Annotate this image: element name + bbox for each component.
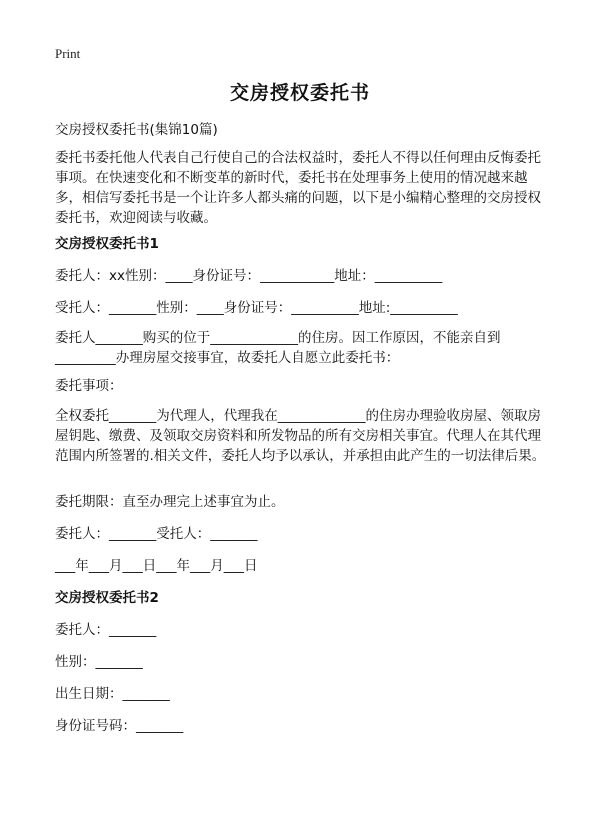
document-subtitle: 交房授权委托书(集锦10篇) bbox=[55, 122, 218, 138]
principal-field: 委托人：_______ bbox=[55, 622, 157, 638]
principal-info-line: 委托人：xx性别：____身份证号：___________地址：__________ bbox=[55, 268, 443, 284]
authorization-paragraph: 全权委托_______为代理人，代理我在_____________的住房办理验收房屋、领取房屋钥匙、缴费、及领取交房资料和所发物品的所有交房相关事宜。代理人在其代理范围内所签署的.相关文件，委托人均予以承认，并承担由此产生的一切法律后果。 bbox=[55, 408, 546, 464]
document-title: 交房授权委托书 bbox=[229, 82, 370, 104]
birthdate-field: 出生日期：_______ bbox=[55, 686, 170, 702]
id-number-field: 身份证号码：_______ bbox=[55, 718, 184, 734]
agent-info-line: 受托人：_______性别：____身份证号：__________地址:__________ bbox=[55, 300, 458, 316]
gender-field: 性别：_______ bbox=[55, 654, 143, 670]
print-link[interactable]: Print bbox=[55, 46, 81, 61]
purchase-paragraph: 委托人_______购买的位于_____________的住房。因工作原因，不能亲自到_________办理房屋交接事宜，故委托人自愿立此委托书： bbox=[55, 330, 501, 366]
matters-label: 委托事项： bbox=[55, 378, 123, 394]
section1-heading: 交房授权委托书1 bbox=[55, 236, 159, 252]
signature-line: 委托人：_______受托人：_______ bbox=[55, 526, 258, 542]
date-line: ___年___月___日___年___月___日 bbox=[55, 558, 258, 574]
validity-period: 委托期限：直至办理完上述事宜为止。 bbox=[55, 494, 285, 510]
intro-paragraph: 委托书委托他人代表自己行使自己的合法权益时，委托人不得以任何理由反悔委托事项。在快速变化和不断变革的新时代，委托书在处理事务上使用的情况越来越多，相信写委托书是一个让许多人都头痛的问题，以下是小编精心整理的交房授权委托书，欢迎阅读与收藏。 bbox=[55, 150, 541, 226]
section2-heading: 交房授权委托书2 bbox=[55, 590, 159, 606]
